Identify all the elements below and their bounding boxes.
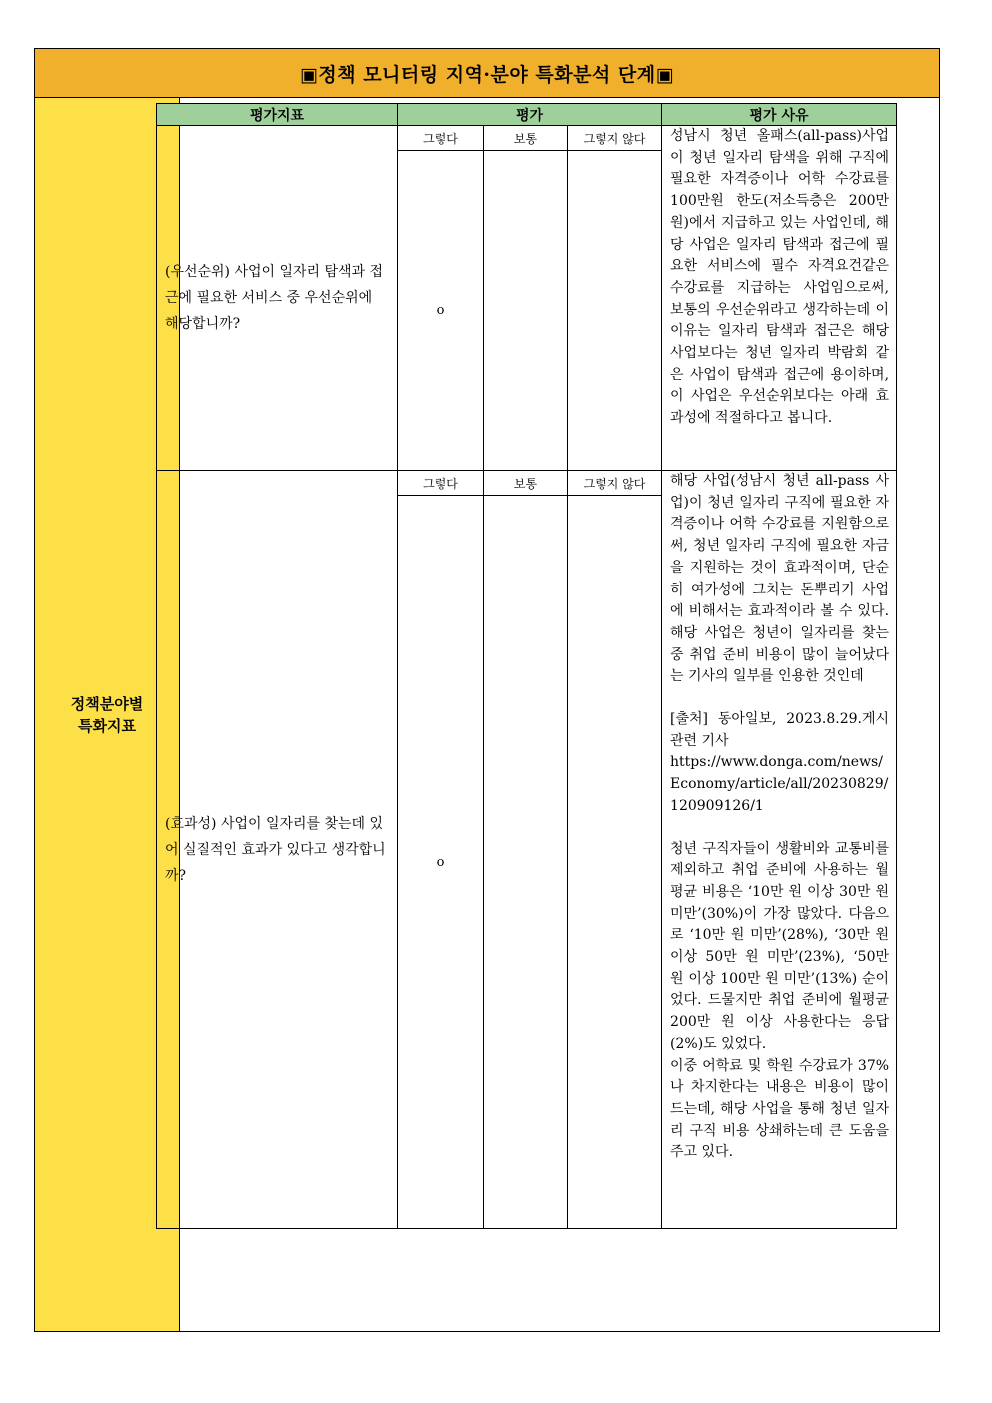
question-priority: (우선순위) 사업이 일자리 탐색과 접근에 필요한 서비스 중 우선순위에 해당합니까? <box>157 126 398 471</box>
sidebar-label-line1: 정책분야별 <box>70 694 144 713</box>
option-no: 그렇지 않다 <box>568 471 662 496</box>
reason-priority <box>662 126 897 471</box>
header-evaluation: 평가 <box>398 104 662 126</box>
reason-paragraph-2: 청년 구직자들이 생활비와 교통비를 제외하고 취업 준비에 사용하는 월평균 비용은 ‘10만 원 이상 30만 원 미만’(30%)이 가장 많았다. 다음으로 ‘10만 원 미만’(28%), ‘30만 원 이상 50만 원 미만’(23%), ‘50만 원 이상 100만 원 미만’(13%) 순이었다. 드물지만 취업 준비에 월평균 200만 원 이상 사용한다는 응답(2%)도 있었다. <box>670 840 890 1052</box>
mark-yes[interactable]: o <box>398 496 484 1229</box>
option-no: 그렇지 않다 <box>568 126 662 151</box>
table-row <box>157 126 897 151</box>
reason-paragraph-1: 해당 사업(성남시 청년 all-pass 사업)이 청년 일자리 구직에 필요한 자격증이나 어학 수강료를 지원함으로써, 청년 일자리 구직에 필요한 자금을 지원하는 것이 효과적이며, 단순히 여가성에 그치는 돈뿌리기 사업에 비해서는 효과적이라 볼 수 있다. 해당 사업은 청년이 일자리를 찾는 중 취업 준비 비용이 많이 늘어났다는 기사의 일부를 인용한 것인데 <box>670 473 890 685</box>
table-row <box>157 471 897 496</box>
table-header-row <box>157 104 897 126</box>
header-indicator: 평가지표 <box>157 104 398 126</box>
question-effectiveness: (효과성) 사업이 일자리를 찾는데 있어 실질적인 효과가 있다고 생각합니까? <box>157 471 398 1229</box>
option-neutral: 보통 <box>484 126 568 151</box>
mark-neutral[interactable] <box>484 151 568 471</box>
mark-no[interactable] <box>568 496 662 1229</box>
reason-effectiveness <box>662 471 897 1229</box>
mark-no[interactable] <box>568 151 662 471</box>
sidebar-label-line2: 특화지표 <box>78 716 136 735</box>
reason-url[interactable]: https://www.donga.com/news/Economy/article/all/20230829/120909126/1 <box>670 754 889 814</box>
header-reason: 평가 사유 <box>662 104 897 126</box>
reason-source: [출처] 동아일보, 2023.8.29.게시 관련 기사 <box>670 711 890 749</box>
reason-paragraph-3: 이중 어학료 및 학원 수강료가 37%나 차지한다는 내용은 비용이 많이 드는데, 해당 사업을 통해 청년 일자리 구직 비용 상쇄하는데 큰 도움을 주고 있다. <box>670 1057 890 1161</box>
page-title: ▣정책 모니터링 지역·분야 특화분석 단계▣ <box>35 49 939 98</box>
option-yes: 그렇다 <box>398 471 484 496</box>
option-neutral: 보통 <box>484 471 568 496</box>
mark-neutral[interactable] <box>484 496 568 1229</box>
evaluation-table <box>156 103 897 1229</box>
reason-text: 성남시 청년 올패스(all-pass)사업이 청년 일자리 탐색을 위해 구직에 필요한 자격증이나 어학 수강료를 100만원 한도(저소득층은 200만원)에서 지급하고 있는 사업인데, 해당 사업은 일자리 탐색과 접근에 필요한 서비스에 필수 자격요건같은 수강료를 지급하는 사업임으로써, 보통의 우선순위라고 생각하는데 이 이유는 일자리 탐색과 접근은 해당 사업보다는 청년 일자리 박람회 같은 사업이 탐색과 접근에 용이하며, 이 사업은 우선순위보다는 아래 효과성에 적절하다고 봅니다. <box>670 128 890 427</box>
mark-yes[interactable]: o <box>398 151 484 471</box>
option-yes: 그렇다 <box>398 126 484 151</box>
